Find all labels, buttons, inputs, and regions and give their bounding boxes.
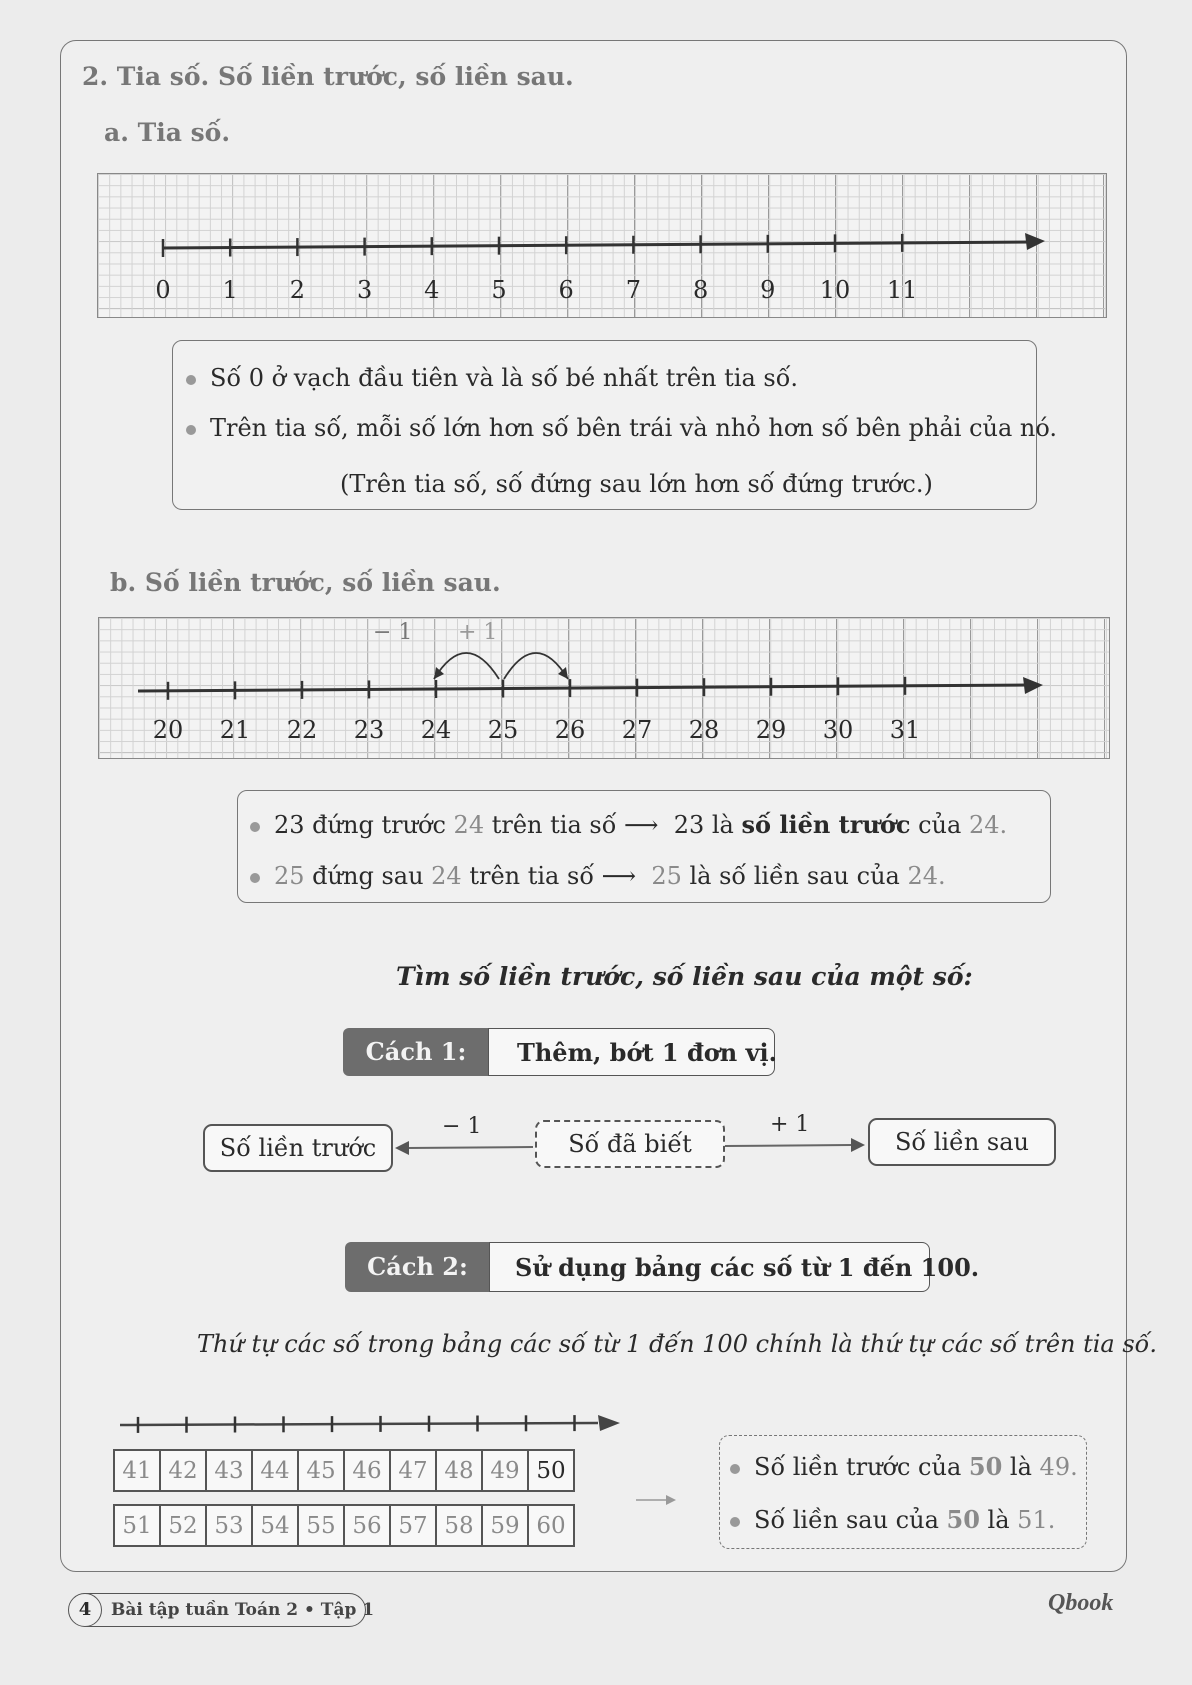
method-2-text: Sử dụng bảng các số từ 1 đến 100. (489, 1242, 930, 1292)
number-line-a (97, 173, 1105, 316)
number-cell: 45 (298, 1450, 344, 1491)
tick-label: 25 (487, 716, 519, 744)
number-cell: 44 (252, 1450, 298, 1491)
tick-label: 26 (554, 716, 586, 744)
tick-label: 29 (755, 716, 787, 744)
tick-label: 27 (621, 716, 653, 744)
tick-label: 7 (625, 276, 642, 304)
tick-label: 20 (152, 716, 184, 744)
section-title: 2. Tia số. Số liền trước, số liền sau. (82, 62, 574, 91)
number-cell: 42 (160, 1450, 206, 1491)
number-cell: 60 (528, 1505, 574, 1546)
result-line-2: Số liền sau của 50 là 51. (730, 1505, 1055, 1534)
table-number-line (118, 1410, 628, 1440)
footer-book-title: Bài tập tuần Toán 2 • Tập 1 (70, 1593, 366, 1627)
tick-label: 10 (819, 276, 851, 304)
find-title: Tìm số liền trước, số liền sau của một số: (396, 962, 973, 991)
tick-label: 21 (219, 716, 251, 744)
bullet-icon (730, 1517, 740, 1527)
table-arrow-icon (634, 1490, 678, 1510)
qbook-logo: Qbook (1048, 1590, 1114, 1616)
tick-label: 28 (688, 716, 720, 744)
result-line-1: Số liền trước của 50 là 49. (730, 1452, 1078, 1481)
page-number: 4 (68, 1593, 102, 1627)
method-1-tag: Cách 1: (343, 1028, 489, 1076)
number-cell: 51 (114, 1505, 160, 1546)
bullet-icon (186, 425, 196, 435)
tick-label: 8 (692, 276, 709, 304)
tick-label: 30 (822, 716, 854, 744)
number-table-row-51-60 (113, 1504, 575, 1547)
number-cell: 46 (344, 1450, 390, 1491)
flow-plus-label: + 1 (770, 1112, 810, 1137)
number-cell: 47 (390, 1450, 436, 1491)
method-1-text: Thêm, bớt 1 đơn vị. (488, 1028, 775, 1076)
part-a-title: a. Tia số. (104, 118, 231, 147)
order-note: Thứ tự các số trong bảng các số từ 1 đến 100 chính là thứ tự các số trên tia số. (197, 1330, 1157, 1358)
number-cell: 43 (206, 1450, 252, 1491)
minus-one-label: − 1 (373, 620, 413, 645)
tick-label: 6 (558, 276, 574, 304)
bullet-icon (730, 1464, 740, 1474)
number-cell: 54 (252, 1505, 298, 1546)
tick-label: 3 (356, 276, 373, 304)
prev-number-box: Số liền trước (203, 1124, 393, 1172)
plus-one-label: + 1 (458, 620, 498, 645)
number-cell: 50 (528, 1450, 574, 1491)
note-line-3: (Trên tia số, số đứng sau lớn hơn số đứng trước.) (340, 470, 933, 498)
known-number-box: Số đã biết (535, 1120, 725, 1168)
number-cell: 48 (436, 1450, 482, 1491)
number-cell: 53 (206, 1505, 252, 1546)
tick-label: 2 (289, 276, 306, 304)
number-table-row-41-50 (113, 1449, 575, 1492)
tick-label: 4 (424, 276, 440, 304)
number-cell: 41 (114, 1450, 160, 1491)
predecessor-note: 23 đứng trước 24 trên tia số ⟶ 23 là số liền trước của 24. (250, 810, 1007, 839)
bullet-icon (250, 822, 260, 832)
tick-label: 22 (286, 716, 318, 744)
tick-label: 24 (420, 716, 452, 744)
note-line-1: Số 0 ở vạch đầu tiên và là số bé nhất trên tia số. (186, 364, 798, 392)
successor-note: 25 đứng sau 24 trên tia số ⟶ 25 là số liền sau của 24. (250, 862, 946, 890)
number-cell: 57 (390, 1505, 436, 1546)
number-cell: 59 (482, 1505, 528, 1546)
next-number-box: Số liền sau (868, 1118, 1056, 1166)
number-cell: 58 (436, 1505, 482, 1546)
method-2-tag: Cách 2: (345, 1242, 490, 1292)
number-cell: 49 (482, 1450, 528, 1491)
number-cell: 55 (298, 1505, 344, 1546)
tick-label: 0 (155, 276, 171, 304)
bullet-icon (250, 873, 260, 883)
part-b-title: b. Số liền trước, số liền sau. (110, 568, 501, 597)
tick-label: 11 (886, 276, 918, 304)
number-cell: 56 (344, 1505, 390, 1546)
number-cell: 52 (160, 1505, 206, 1546)
note-line-2: Trên tia số, mỗi số lớn hơn số bên trái và nhỏ hơn số bên phải của nó. (186, 414, 1057, 442)
tick-label: 5 (491, 276, 507, 304)
tick-label: 31 (889, 716, 921, 744)
tick-label: 9 (760, 276, 776, 304)
tick-label: 23 (353, 716, 385, 744)
flow-minus-label: − 1 (442, 1114, 482, 1139)
tick-label: 1 (222, 276, 238, 304)
bullet-icon (186, 375, 196, 385)
